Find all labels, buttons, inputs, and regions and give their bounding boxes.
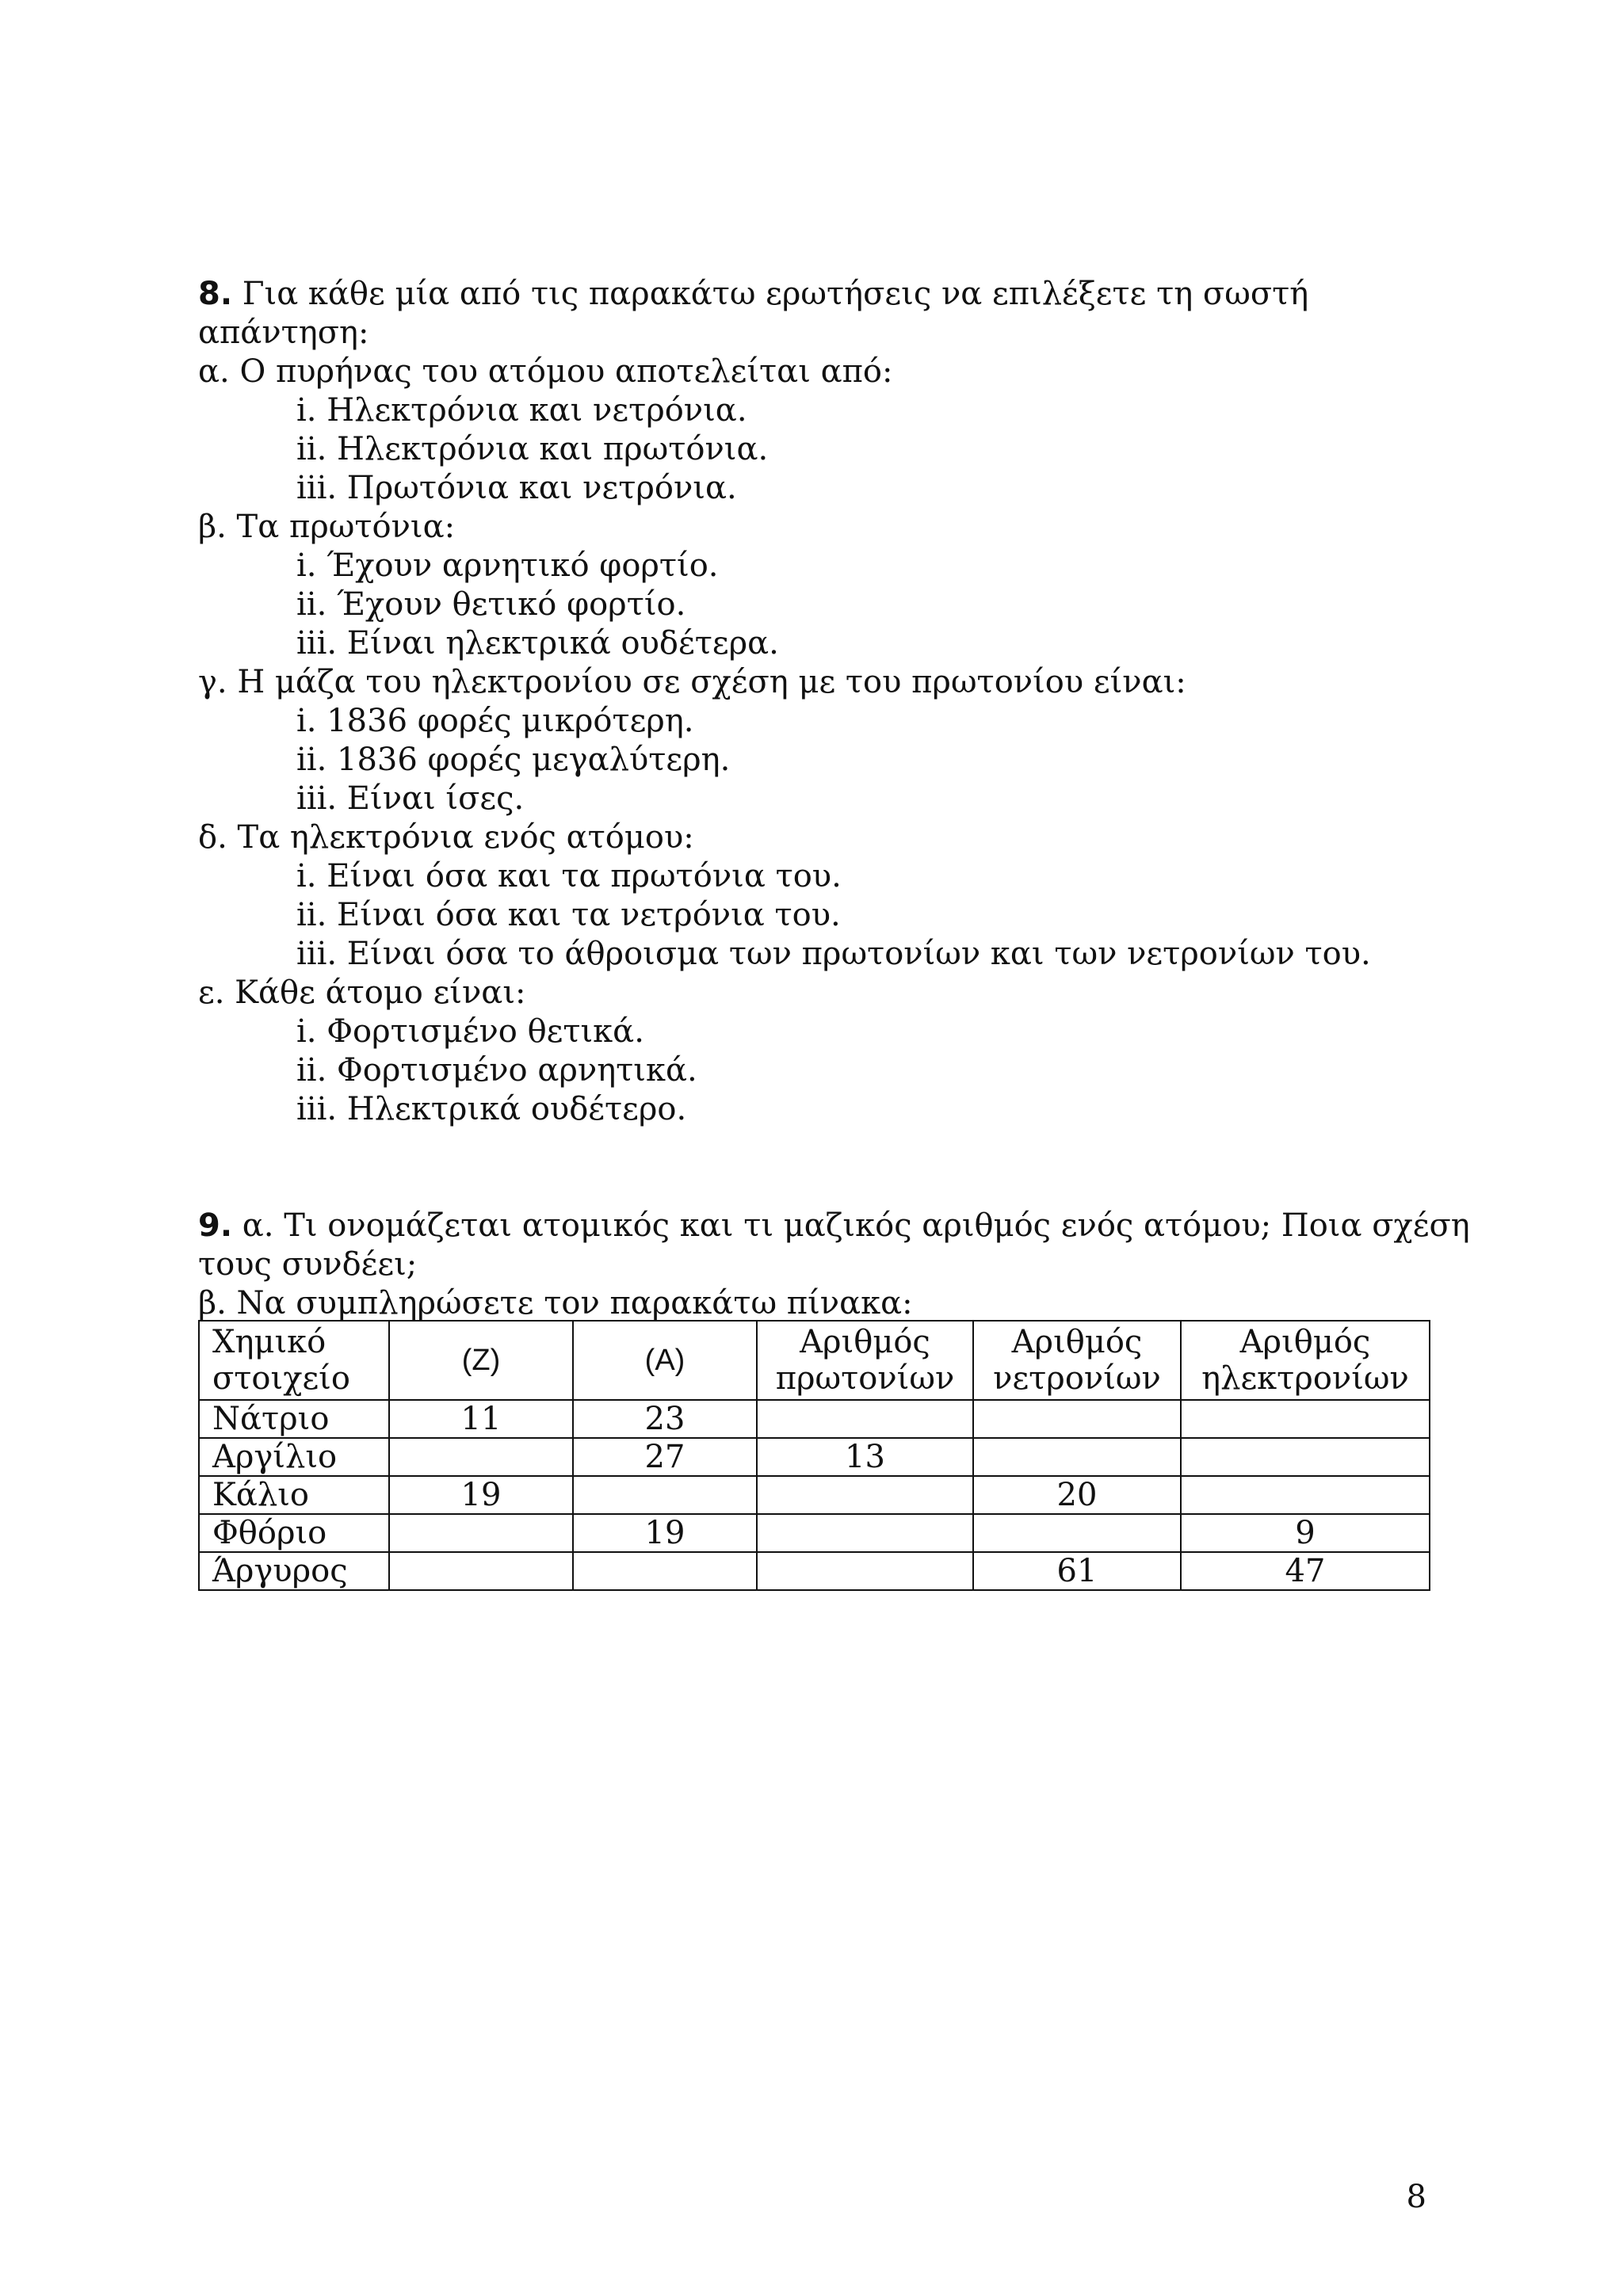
answer-option: i. 1836 φορές μικρότερη.	[296, 703, 694, 739]
table-cell	[973, 1400, 1181, 1438]
table-cell	[389, 1514, 573, 1552]
header-mass-number: (A)	[573, 1321, 757, 1400]
exercise-8-intro	[198, 275, 1434, 314]
header-electrons: Αριθμός ηλεκτρονίων	[1181, 1321, 1430, 1400]
question-a-text: α. Τι ονομάζεται ατομικός και τι μαζικός αριθμός ενός ατόμου; Ποια σχέση	[232, 1207, 1470, 1244]
question-stem: α. Ο πυρήνας του ατόμου αποτελείται από:	[198, 353, 893, 390]
answer-option: iii. Είναι όσα το άθροισμα των πρωτονίων και των νετρονίων του.	[296, 936, 1371, 972]
table-cell	[389, 1438, 573, 1476]
page-number: 8	[1406, 2179, 1426, 2215]
table-cell	[757, 1400, 973, 1438]
table-cell: 47	[1181, 1552, 1430, 1590]
intro-text-continued: απάντηση:	[198, 315, 369, 351]
table-row	[199, 1476, 1430, 1514]
table-cell	[573, 1476, 757, 1514]
exercise-number: 8.	[198, 276, 233, 312]
elements-table	[198, 1320, 1430, 1591]
answer-option: iii. Είναι ηλεκτρικά ουδέτερα.	[296, 625, 779, 662]
table-cell: 27	[573, 1438, 757, 1476]
table-cell: Φθόριο	[199, 1514, 389, 1552]
table-cell	[1181, 1476, 1430, 1514]
exercise-9	[198, 1207, 1470, 1323]
table-cell: 19	[573, 1514, 757, 1552]
answer-option: iii. Πρωτόνια και νετρόνια.	[296, 470, 737, 506]
table-cell: 9	[1181, 1514, 1430, 1552]
table-row	[199, 1552, 1430, 1590]
table-header-row	[199, 1321, 1430, 1400]
header-element: Χημικό στοιχείο	[199, 1321, 389, 1400]
answer-option: ii. Φορτισμένο αρνητικά.	[296, 1052, 697, 1089]
answer-option: ii. Ηλεκτρόνια και πρωτόνια.	[296, 431, 769, 467]
header-neutrons: Αριθμός νετρονίων	[973, 1321, 1181, 1400]
answer-option: ii. Έχουν θετικό φορτίο.	[296, 586, 686, 623]
header-atomic-number: (Z)	[389, 1321, 573, 1400]
table-row	[199, 1400, 1430, 1438]
table-cell	[1181, 1438, 1430, 1476]
table-cell: 23	[573, 1400, 757, 1438]
question-stem: γ. Η μάζα του ηλεκτρονίου σε σχέση με του πρωτονίου είναι:	[198, 664, 1186, 700]
header-protons: Αριθμός πρωτονίων	[757, 1321, 973, 1400]
table-cell: 11	[389, 1400, 573, 1438]
intro-text: Για κάθε μία από τις παρακάτω ερωτήσεις να επιλέξετε τη σωστή	[242, 276, 1309, 312]
table-cell: Νάτριο	[199, 1400, 389, 1438]
table-cell	[757, 1514, 973, 1552]
question-stem: δ. Τα ηλεκτρόνια ενός ατόμου:	[198, 819, 694, 856]
question-stem: ε. Κάθε άτομο είναι:	[198, 974, 526, 1011]
table-cell: 13	[757, 1438, 973, 1476]
table-row	[199, 1514, 1430, 1552]
question-stem: β. Τα πρωτόνια:	[198, 509, 456, 545]
answer-option: i. Είναι όσα και τα πρωτόνια του.	[296, 858, 842, 894]
answer-option: ii. 1836 φορές μεγαλύτερη.	[296, 742, 731, 778]
exercise-number: 9.	[198, 1207, 233, 1244]
answer-option: iii. Ηλεκτρικά ουδέτερο.	[296, 1091, 687, 1127]
exercise-9-question-a	[198, 1207, 1470, 1245]
answer-option: ii. Είναι όσα και τα νετρόνια του.	[296, 897, 841, 933]
question-a-text-continued: τους συνδέει;	[198, 1246, 418, 1283]
question-b-text: β. Να συμπληρώσετε τον παρακάτω πίνακα:	[198, 1285, 913, 1322]
table-cell	[973, 1438, 1181, 1476]
table-cell: Άργυρος	[199, 1552, 389, 1590]
table-cell	[573, 1552, 757, 1590]
answer-option: i. Έχουν αρνητικό φορτίο.	[296, 547, 719, 584]
answer-option: i. Ηλεκτρόνια και νετρόνια.	[296, 392, 747, 429]
table-cell	[757, 1552, 973, 1590]
table-cell: 20	[973, 1476, 1181, 1514]
table-cell	[973, 1514, 1181, 1552]
table-cell: 19	[389, 1476, 573, 1514]
table-row	[199, 1438, 1430, 1476]
table-cell	[389, 1552, 573, 1590]
table-cell: Κάλιο	[199, 1476, 389, 1514]
answer-option: iii. Είναι ίσες.	[296, 780, 525, 817]
table-cell	[757, 1476, 973, 1514]
table-cell: Αργίλιο	[199, 1438, 389, 1476]
table-cell: 61	[973, 1552, 1181, 1590]
table-cell	[1181, 1400, 1430, 1438]
answer-option: i. Φορτισμένο θετικά.	[296, 1013, 644, 1050]
exercise-8	[198, 275, 1434, 1129]
